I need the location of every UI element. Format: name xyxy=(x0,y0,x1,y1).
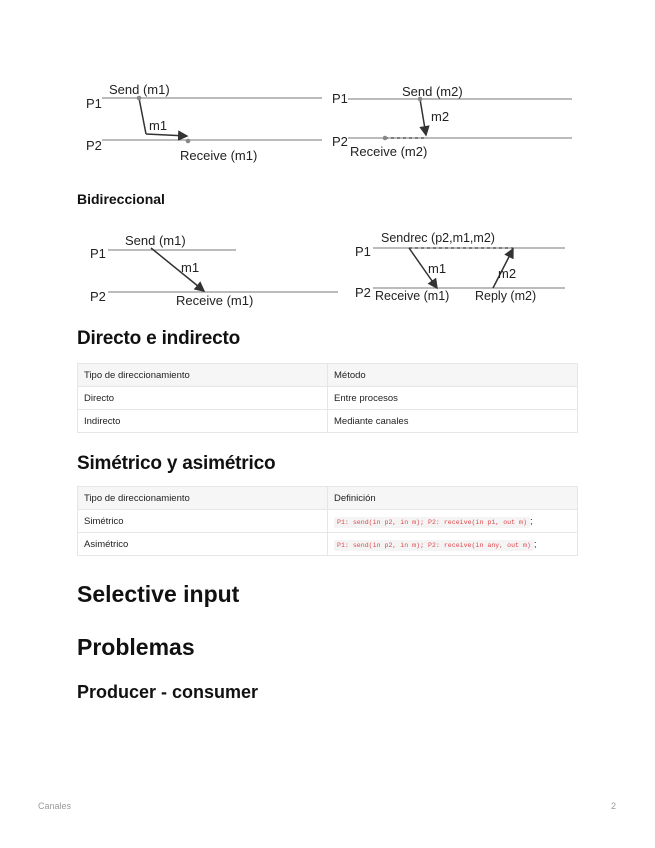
diagram-bidirectional-left xyxy=(86,228,342,314)
table-cell: Entre procesos xyxy=(328,387,578,410)
message-label: m1 xyxy=(181,260,200,275)
process-p1-label: P1 xyxy=(355,244,371,259)
process-p2-label: P2 xyxy=(90,289,106,304)
process-p1-label: P1 xyxy=(86,96,102,111)
table-header-cell: Método xyxy=(328,364,578,387)
table-simetrico-asimetrico xyxy=(77,486,578,556)
message-m1-label: m1 xyxy=(428,261,447,276)
heading-selective-input: Selective input xyxy=(77,581,240,607)
process-p1-label: P1 xyxy=(332,91,348,106)
message-label: m1 xyxy=(149,118,168,133)
inline-code: P1: send(in p2, in m); P2: receive(in any, out m) xyxy=(334,540,534,551)
footer-page-number: 2 xyxy=(610,801,616,811)
table-cell: Indirecto xyxy=(78,410,328,433)
table-directo-indirecto xyxy=(77,363,578,433)
inline-code: P1: send(in p2, in m); P2: receive(in p1, out m) xyxy=(334,517,530,528)
process-p2-label: P2 xyxy=(355,285,371,300)
send-label: Send (m1) xyxy=(125,233,186,248)
table-header-cell: Tipo de direccionamiento xyxy=(78,364,328,387)
process-p1-label: P1 xyxy=(90,246,106,261)
receive-label: Receive (m1) xyxy=(375,289,450,303)
receive-label: Receive (m1) xyxy=(176,293,254,308)
heading-producer-consumer: Producer - consumer xyxy=(77,682,259,702)
send-label: Send (m1) xyxy=(109,82,170,97)
table-header-cell: Tipo de direccionamiento xyxy=(78,487,328,510)
diagram-unidirectional-right xyxy=(330,78,575,170)
heading-simetrico-asimetrico: Simétrico y asimétrico xyxy=(77,453,276,474)
sendrec-label: Sendrec (p2,m1,m2) xyxy=(381,231,495,245)
process-p2-label: P2 xyxy=(86,138,102,153)
receive-label: Receive (m2) xyxy=(350,144,428,159)
table-cell: Directo xyxy=(78,387,328,410)
footer-document-name: Canales xyxy=(38,801,72,811)
heading-problemas: Problemas xyxy=(77,634,195,660)
send-label: Send (m2) xyxy=(402,84,463,99)
table-row xyxy=(78,387,578,410)
diagram-bidirectional-right xyxy=(353,226,568,310)
code-suffix: ; xyxy=(533,538,537,550)
table-header-row xyxy=(78,364,578,387)
table-row xyxy=(78,410,578,433)
code-suffix: ; xyxy=(529,515,533,527)
message-label: m2 xyxy=(431,109,450,124)
table-row xyxy=(78,510,578,533)
table-cell: Asimétrico xyxy=(78,533,328,556)
heading-directo-indirecto: Directo e indirecto xyxy=(77,328,241,349)
table-cell: Mediante canales xyxy=(328,410,578,433)
table-cell xyxy=(328,533,578,556)
table-header-row xyxy=(78,487,578,510)
heading-bidireccional: Bidireccional xyxy=(77,191,165,207)
message-m2-label: m2 xyxy=(498,266,517,281)
diagram-unidirectional-left xyxy=(80,78,325,170)
table-row xyxy=(78,533,578,556)
table-cell xyxy=(328,510,578,533)
reply-label: Reply (m2) xyxy=(475,289,537,303)
table-cell: Simétrico xyxy=(78,510,328,533)
process-p2-label: P2 xyxy=(332,134,348,149)
receive-label: Receive (m1) xyxy=(180,148,258,163)
table-header-cell: Definición xyxy=(328,487,578,510)
